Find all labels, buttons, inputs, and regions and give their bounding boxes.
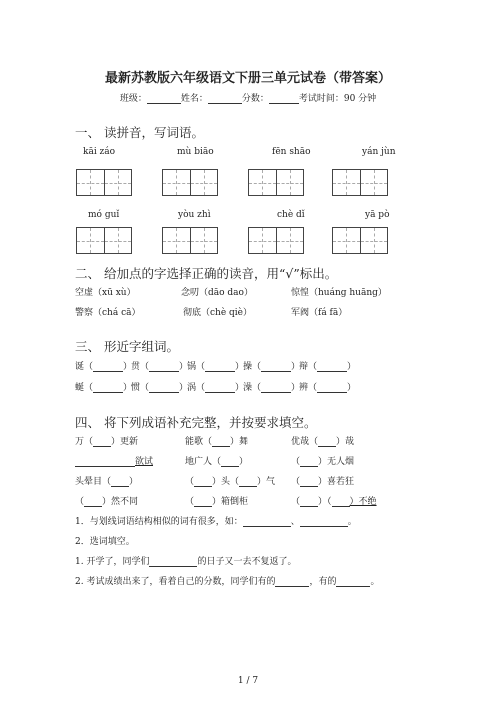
word-item[interactable]: 操（ ） xyxy=(243,362,301,372)
char-grid[interactable] xyxy=(76,169,132,196)
idiom-item[interactable]: 头晕目（ ） xyxy=(75,477,139,487)
reading-item[interactable]: 念叨（dāo dao） xyxy=(181,288,253,298)
idiom-item[interactable]: （ ）无人烟 xyxy=(291,457,355,467)
info-line: 班级： 姓名： 分数： 考试时间：90 分钟 xyxy=(119,94,377,104)
reading-item[interactable]: 空虚（xū xù） xyxy=(75,288,136,298)
reading-item[interactable]: 军阀（fá fā） xyxy=(291,308,348,318)
idiom-item[interactable]: 地广人（ ） xyxy=(185,457,249,467)
idiom-item[interactable]: （ ）（ ）不绝 xyxy=(291,497,377,507)
pinyin-6: yòu zhì xyxy=(178,210,211,220)
pinyin-3: fēn shāo xyxy=(272,147,311,157)
idiom-item[interactable]: 万（ ）更新 xyxy=(75,437,139,447)
char-grid[interactable] xyxy=(332,169,388,196)
section-1-title: 一、 读拼音，写词语。 xyxy=(75,125,204,140)
word-item[interactable]: 澡（ ） xyxy=(243,383,301,393)
word-item[interactable]: 惯（ ） xyxy=(131,383,189,393)
pinyin-8: yā pò xyxy=(365,210,390,220)
pinyin-2: mù biāo xyxy=(177,147,214,157)
idiom-item[interactable]: （ ）箱倒柜 xyxy=(185,497,249,507)
char-grid[interactable] xyxy=(162,169,218,196)
word-item[interactable]: 锅（ ） xyxy=(187,362,245,372)
section-4-title: 四、 将下列成语补充完整，并按要求填空。 xyxy=(75,415,317,430)
word-item[interactable]: 辨（ ） xyxy=(299,383,357,393)
reading-item[interactable]: 惊惶（huáng huāng） xyxy=(291,288,387,298)
reading-item[interactable]: 警察（chá cā） xyxy=(75,308,141,318)
question-3[interactable]: 1. 开学了，同学们 的日子又一去不复返了。 xyxy=(75,557,297,567)
word-item[interactable]: 诞（ ） xyxy=(75,362,133,372)
page-title: 最新苏教版六年级语文下册三单元试卷（带答案） xyxy=(104,71,391,86)
char-grid[interactable] xyxy=(248,169,304,196)
page-number: 1 / 7 xyxy=(237,676,259,686)
question-4[interactable]: 2. 考试成绩出来了，看着自己的分数，同学们有的 ，有的 。 xyxy=(75,577,380,587)
question-2: 2．选词填空。 xyxy=(75,537,135,547)
section-2-title: 二、 给加点的字选择正确的读音，用“√”标出。 xyxy=(75,266,338,281)
pinyin-1: kāi záo xyxy=(83,147,116,157)
word-item[interactable]: 贯（ ） xyxy=(131,362,189,372)
pinyin-7: chè dǐ xyxy=(277,210,305,220)
idiom-item[interactable]: （ ）头（ ）气 xyxy=(185,477,276,487)
pinyin-4: yán jùn xyxy=(362,147,396,157)
word-item[interactable]: 辩（ ） xyxy=(299,362,357,372)
idiom-item[interactable]: 欲试 xyxy=(75,454,153,467)
idiom-item[interactable]: （ ）然不同 xyxy=(75,497,139,507)
char-grid[interactable] xyxy=(332,227,388,254)
question-1[interactable]: 1．与划线词语结构相似的词有很多，如： 、 。 xyxy=(75,517,357,527)
char-grid[interactable] xyxy=(248,227,304,254)
idiom-item[interactable]: 能歌（ ）舞 xyxy=(185,437,249,447)
idiom-item[interactable]: 优哉（ ）哉 xyxy=(291,437,355,447)
idiom-item[interactable]: （ ）喜若狂 xyxy=(291,477,355,487)
char-grid[interactable] xyxy=(162,227,218,254)
word-item[interactable]: 蜒（ ） xyxy=(75,383,133,393)
pinyin-5: mó guǐ xyxy=(88,210,120,220)
char-grid[interactable] xyxy=(76,227,132,254)
reading-item[interactable]: 彻底（chè qiè） xyxy=(183,308,252,318)
section-3-title: 三、 形近字组词。 xyxy=(75,339,179,354)
word-item[interactable]: 涡（ ） xyxy=(187,383,245,393)
